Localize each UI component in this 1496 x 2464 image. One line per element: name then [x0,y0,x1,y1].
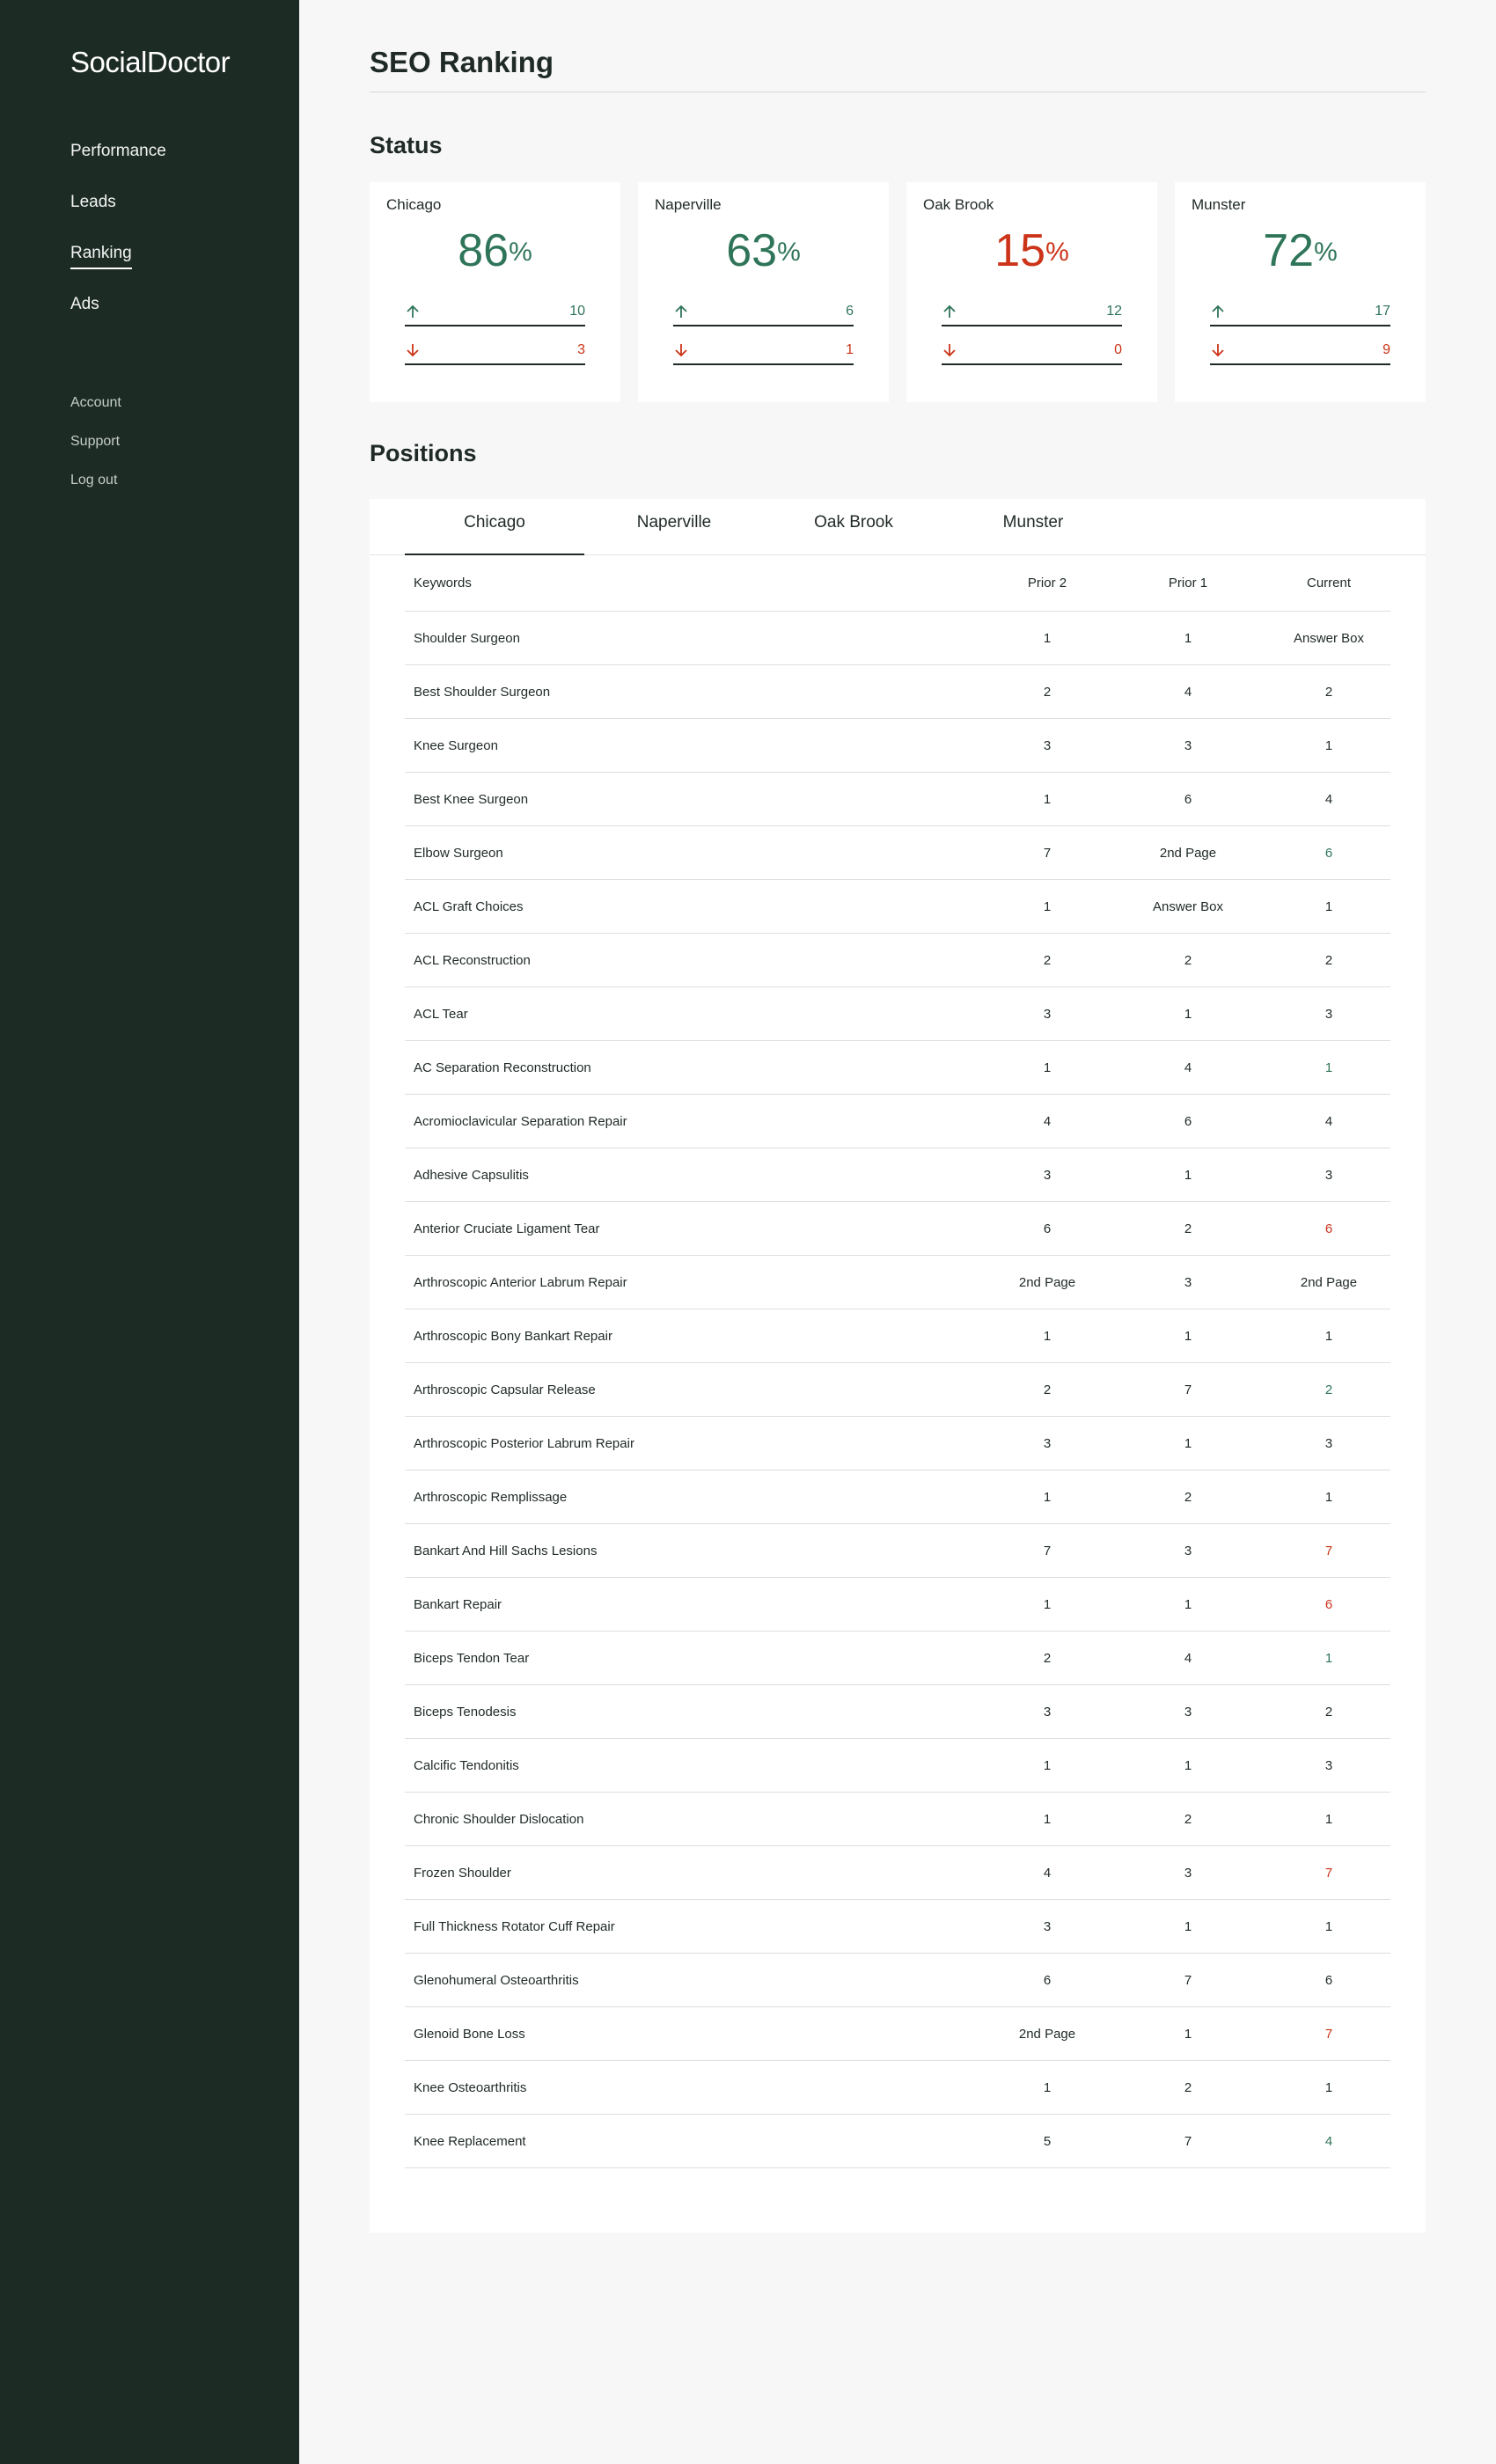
status-card [370,182,620,402]
prior-1-cell: 6 [1184,1113,1192,1129]
card-percent [370,224,620,277]
current-cell: 1 [1324,1918,1333,1934]
tab-naperville[interactable]: Naperville [636,513,712,532]
prior-1-cell: 3 [1184,1865,1192,1881]
prior-2-cell: 3 [1043,1167,1052,1183]
status-card [906,182,1157,402]
down-metric [1210,339,1390,365]
percent-symbol: % [1045,238,1069,267]
current-cell: 6 [1324,1596,1333,1612]
arrow-down-icon [673,342,689,358]
prior-2-cell: 1 [1043,1328,1052,1344]
prior-2-cell: 1 [1043,1811,1052,1827]
up-count: 17 [1375,304,1390,319]
prior-1-cell: 3 [1184,1543,1192,1558]
table-row [405,1524,1390,1578]
current-cell: 1 [1324,898,1333,914]
nav-item-support[interactable]: Support [70,434,121,449]
nav-item-ranking[interactable] [70,243,166,294]
keyword-cell: Acromioclavicular Separation Repair [414,1113,627,1129]
table-row [405,2115,1390,2168]
current-cell: 7 [1324,1865,1333,1881]
table-row [405,1470,1390,1524]
keyword-cell: Knee Surgeon [414,737,498,753]
prior-2-cell: 1 [1043,898,1052,914]
nav-label: Performance [70,142,166,160]
table-row [405,1578,1390,1632]
positions-section-title: Positions [370,440,477,466]
column-header-prior-2: Prior 2 [1027,576,1067,590]
status-section-title: Status [370,132,443,158]
keyword-cell: Knee Replacement [414,2133,526,2149]
prior-2-cell: 2nd Page [1018,1274,1076,1290]
prior-2-cell: 3 [1043,1918,1052,1934]
down-metric [942,339,1122,365]
column-header-keywords: Keywords [414,576,472,590]
table-row [405,1900,1390,1954]
keyword-cell: Anterior Cruciate Ligament Tear [414,1221,600,1236]
column-header-prior-1: Prior 1 [1168,576,1208,590]
prior-1-cell: 7 [1184,1382,1192,1397]
down-count: 3 [577,342,585,357]
up-count: 10 [569,304,585,319]
prior-2-cell: 2 [1043,1382,1052,1397]
prior-2-cell: 1 [1043,791,1052,807]
nav-label: Ranking [70,244,132,269]
prior-2-cell: 1 [1043,1596,1052,1612]
prior-1-cell: 7 [1184,2133,1192,2149]
up-metric [1210,300,1390,326]
prior-1-cell: 7 [1184,1972,1192,1988]
table-row [405,1793,1390,1846]
keyword-cell: Glenohumeral Osteoarthritis [414,1972,579,1988]
down-metric [405,339,585,365]
table-row [405,1417,1390,1470]
table-row [405,826,1390,880]
table-row [405,1363,1390,1417]
current-cell: 4 [1324,2133,1333,2149]
table-row [405,2007,1390,2061]
prior-1-cell: 4 [1184,1060,1192,1075]
table-row [405,1095,1390,1148]
city-tabs [370,499,1426,555]
table-row [405,1256,1390,1309]
status-card [638,182,889,402]
table-row [405,773,1390,826]
prior-2-cell: 1 [1043,1060,1052,1075]
prior-2-cell: 2 [1043,952,1052,968]
card-percent [906,224,1157,277]
prior-2-cell: 2nd Page [1018,2026,1076,2042]
prior-1-cell: 1 [1184,1167,1192,1183]
current-cell: 2 [1324,952,1333,968]
percent-symbol: % [509,238,532,267]
keyword-cell: Bankart And Hill Sachs Lesions [414,1543,598,1558]
up-metric [405,300,585,326]
nav-item-performance[interactable] [70,141,166,192]
prior-1-cell: 6 [1184,791,1192,807]
prior-1-cell: 1 [1184,2026,1192,2042]
nav-label: Leads [70,193,116,211]
tab-munster[interactable]: Munster [1002,513,1064,532]
tab-chicago[interactable]: Chicago [405,499,584,555]
prior-2-cell: 1 [1043,2079,1052,2095]
prior-1-cell: 2 [1184,1489,1192,1505]
card-percent [638,224,889,277]
positions-panel [370,499,1426,2233]
keyword-cell: Biceps Tendon Tear [414,1650,530,1666]
keyword-cell: Arthroscopic Capsular Release [414,1382,596,1397]
table-row [405,1632,1390,1685]
table-row [405,987,1390,1041]
keyword-cell: Best Shoulder Surgeon [414,684,551,700]
current-cell: 1 [1324,737,1333,753]
current-cell: 3 [1324,1435,1333,1451]
current-cell: 1 [1324,1650,1333,1666]
up-metric [942,300,1122,326]
percent-symbol: % [1314,238,1338,267]
keyword-cell: Bankart Repair [414,1596,502,1612]
prior-2-cell: 4 [1043,1865,1052,1881]
nav-item-logout[interactable]: Log out [70,473,118,488]
current-cell: Answer Box [1293,630,1365,646]
prior-2-cell: 2 [1043,1650,1052,1666]
prior-1-cell: 3 [1184,1704,1192,1720]
keyword-cell: Arthroscopic Remplissage [414,1489,568,1505]
prior-1-cell: 4 [1184,684,1192,700]
status-cards [370,182,1426,402]
percent-value: 86 [458,225,510,276]
prior-1-cell: 3 [1184,1274,1192,1290]
keyword-cell: Glenoid Bone Loss [414,2026,525,2042]
table-row [405,934,1390,987]
brand-logo[interactable]: SocialDoctor [70,46,231,78]
keyword-cell: Best Knee Surgeon [414,791,529,807]
keyword-cell: Arthroscopic Posterior Labrum Repair [414,1435,634,1451]
keyword-cell: AC Separation Reconstruction [414,1060,591,1075]
prior-1-cell: 1 [1184,1596,1192,1612]
current-cell: 2 [1324,1704,1333,1720]
table-row [405,1309,1390,1363]
keyword-cell: Arthroscopic Anterior Labrum Repair [414,1274,627,1290]
tab-oak-brook[interactable]: Oak Brook [814,513,893,532]
table-row [405,1846,1390,1900]
prior-2-cell: 1 [1043,630,1052,646]
card-city: Naperville [655,196,722,213]
prior-1-cell: 1 [1184,1435,1192,1451]
table-row [405,1041,1390,1095]
card-city: Chicago [386,196,442,213]
nav-item-ads[interactable] [70,294,166,345]
up-count: 6 [846,304,854,319]
down-count: 0 [1114,342,1122,357]
arrow-up-icon [405,304,421,319]
card-city: Munster [1192,196,1246,213]
prior-2-cell: 7 [1043,845,1052,861]
down-count: 9 [1382,342,1390,357]
keyword-cell: Calcific Tendonitis [414,1757,519,1773]
primary-nav [70,141,166,345]
current-cell: 2nd Page [1300,1274,1358,1290]
arrow-up-icon [1210,304,1226,319]
up-count: 12 [1106,304,1122,319]
prior-1-cell: 1 [1184,1006,1192,1022]
prior-1-cell: 2 [1184,952,1192,968]
table-row [405,1202,1390,1256]
keyword-cell: Frozen Shoulder [414,1865,511,1881]
current-cell: 7 [1324,2026,1333,2042]
current-cell: 1 [1324,1328,1333,1344]
table-row [405,612,1390,665]
current-cell: 2 [1324,1382,1333,1397]
down-metric [673,339,854,365]
prior-1-cell: 2nd Page [1159,845,1217,861]
prior-2-cell: 1 [1043,1489,1052,1505]
arrow-down-icon [405,342,421,358]
keyword-cell: Elbow Surgeon [414,845,503,861]
sidebar [0,0,299,2464]
card-city: Oak Brook [923,196,994,213]
arrow-down-icon [1210,342,1226,358]
percent-value: 15 [994,225,1046,276]
keyword-table [405,555,1390,2168]
current-cell: 6 [1324,845,1333,861]
table-row [405,1685,1390,1739]
prior-2-cell: 4 [1043,1113,1052,1129]
arrow-up-icon [942,304,957,319]
current-cell: 1 [1324,1060,1333,1075]
prior-1-cell: 1 [1184,630,1192,646]
current-cell: 7 [1324,1543,1333,1558]
card-percent [1175,224,1426,277]
current-cell: 3 [1324,1167,1333,1183]
keyword-cell: ACL Tear [414,1006,468,1022]
table-body [405,612,1390,2168]
keyword-cell: Arthroscopic Bony Bankart Repair [414,1328,612,1344]
status-card [1175,182,1426,402]
prior-1-cell: 1 [1184,1757,1192,1773]
percent-value: 72 [1263,225,1315,276]
up-metric [673,300,854,326]
arrow-up-icon [673,304,689,319]
keyword-cell: Full Thickness Rotator Cuff Repair [414,1918,615,1934]
prior-2-cell: 6 [1043,1221,1052,1236]
keyword-cell: Knee Osteoarthritis [414,2079,527,2095]
table-row [405,1954,1390,2007]
prior-1-cell: 3 [1184,737,1192,753]
keyword-cell: ACL Graft Choices [414,898,524,914]
table-row [405,665,1390,719]
current-cell: 3 [1324,1006,1333,1022]
prior-1-cell: 1 [1184,1328,1192,1344]
prior-2-cell: 3 [1043,1704,1052,1720]
percent-symbol: % [777,238,801,267]
keyword-cell: Biceps Tenodesis [414,1704,517,1720]
down-count: 1 [846,342,854,357]
prior-2-cell: 3 [1043,1006,1052,1022]
current-cell: 1 [1324,1489,1333,1505]
page-title: SEO Ranking [370,46,554,78]
prior-1-cell: 2 [1184,1811,1192,1827]
keyword-cell: ACL Reconstruction [414,952,531,968]
table-row [405,1739,1390,1793]
prior-1-cell: 2 [1184,2079,1192,2095]
current-cell: 3 [1324,1757,1333,1773]
prior-2-cell: 6 [1043,1972,1052,1988]
current-cell: 4 [1324,1113,1333,1129]
table-row [405,1148,1390,1202]
prior-2-cell: 1 [1043,1757,1052,1773]
prior-2-cell: 3 [1043,1435,1052,1451]
arrow-down-icon [942,342,957,358]
prior-1-cell: 4 [1184,1650,1192,1666]
current-cell: 6 [1324,1972,1333,1988]
current-cell: 6 [1324,1221,1333,1236]
secondary-nav [70,394,121,510]
current-cell: 4 [1324,791,1333,807]
nav-item-leads[interactable] [70,192,166,243]
current-cell: 2 [1324,684,1333,700]
table-row [405,719,1390,773]
column-header-current: Current [1306,576,1352,590]
current-cell: 1 [1324,1811,1333,1827]
prior-2-cell: 2 [1043,684,1052,700]
table-header [405,555,1390,612]
table-row [405,880,1390,934]
percent-value: 63 [726,225,778,276]
keyword-cell: Shoulder Surgeon [414,630,520,646]
keyword-cell: Chronic Shoulder Dislocation [414,1811,584,1827]
nav-item-account[interactable]: Account [70,395,121,410]
prior-1-cell: 2 [1184,1221,1192,1236]
table-row [405,2061,1390,2115]
prior-1-cell: 1 [1184,1918,1192,1934]
nav-label: Ads [70,295,99,313]
prior-1-cell: Answer Box [1152,898,1224,914]
prior-2-cell: 7 [1043,1543,1052,1558]
prior-2-cell: 5 [1043,2133,1052,2149]
keyword-cell: Adhesive Capsulitis [414,1167,529,1183]
prior-2-cell: 3 [1043,737,1052,753]
current-cell: 1 [1324,2079,1333,2095]
